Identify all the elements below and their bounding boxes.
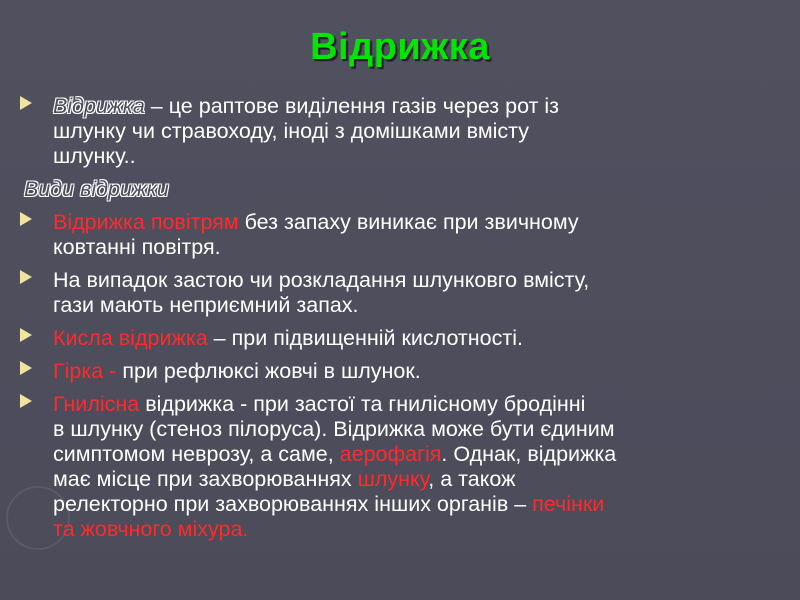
bullet-item: [18, 359, 788, 384]
highlighted-term: Відрижка повітрям: [53, 210, 239, 234]
triangle-bullet-icon: [20, 361, 32, 375]
text-segment: – це раптове виділення газів через рот із: [144, 94, 560, 118]
bullet-item: [18, 392, 788, 542]
section-subheading: [18, 177, 788, 202]
triangle-bullet-icon: [20, 96, 32, 110]
text-segment: – при підвищенній кислотності.: [207, 326, 523, 350]
bullet-item: [18, 210, 788, 260]
text-line: [53, 293, 788, 318]
bullet-item: [18, 326, 788, 351]
highlighted-term: Гірка -: [53, 359, 117, 383]
text-line: [53, 326, 788, 351]
text-line: [53, 210, 788, 235]
highlighted-term: Гнилісна: [53, 392, 140, 416]
text-line: [53, 359, 788, 384]
highlighted-term: та жовчного міхура.: [53, 517, 249, 541]
text-segment: при рефлюксі жовчі в шлунок.: [116, 359, 421, 383]
text-segment: шлунку..: [53, 144, 136, 168]
text-segment: , а також: [428, 467, 516, 491]
text-segment: . Однак, відрижка: [441, 442, 617, 466]
highlighted-term: шлунку: [357, 467, 429, 491]
text-line: [53, 417, 788, 442]
text-segment: відрижка - при застої та гнилісному бродінні: [139, 392, 586, 416]
triangle-bullet-icon: [20, 328, 32, 342]
bullet-item: [18, 94, 788, 169]
text-line: [53, 268, 788, 293]
triangle-bullet-icon: [20, 212, 32, 226]
outlined-term: Види відрижки: [24, 177, 169, 201]
highlighted-term: печінки: [532, 492, 605, 516]
outlined-term: Відрижка: [53, 94, 145, 118]
text-line: [53, 442, 788, 467]
text-segment: симптомом неврозу, а саме,: [53, 442, 340, 466]
text-segment: в шлунку (стеноз пілоруса). Відрижка може бути єдиним: [53, 417, 615, 441]
text-line: [53, 119, 788, 144]
highlighted-term: Кисла відрижка: [53, 326, 208, 350]
triangle-bullet-icon: [20, 270, 32, 284]
text-line: [53, 144, 788, 169]
slide-content: [18, 94, 788, 550]
text-segment: гази мають неприємний запах.: [53, 293, 359, 317]
bullet-item: [18, 268, 788, 318]
slide-title: Відрижка: [310, 26, 490, 68]
text-line: [53, 94, 788, 119]
text-segment: має місце при захворюваннях: [53, 467, 358, 491]
text-line: [53, 392, 788, 417]
text-line: [53, 492, 788, 517]
text-line: [53, 517, 788, 542]
text-segment: релекторно при захворюваннях інших органів –: [53, 492, 533, 516]
text-line: [53, 235, 788, 260]
text-segment: На випадок застою чи розкладання шлунковго вмісту,: [53, 268, 590, 292]
text-segment: ковтанні повітря.: [53, 235, 221, 259]
text-line: [24, 177, 788, 202]
highlighted-term: аерофагія: [339, 442, 442, 466]
text-segment: без запаху виникає при звичному: [238, 210, 579, 234]
triangle-bullet-icon: [20, 394, 32, 408]
text-segment: шлунку чи стравоходу, іноді з домішками вмісту: [53, 119, 529, 143]
text-line: [53, 467, 788, 492]
